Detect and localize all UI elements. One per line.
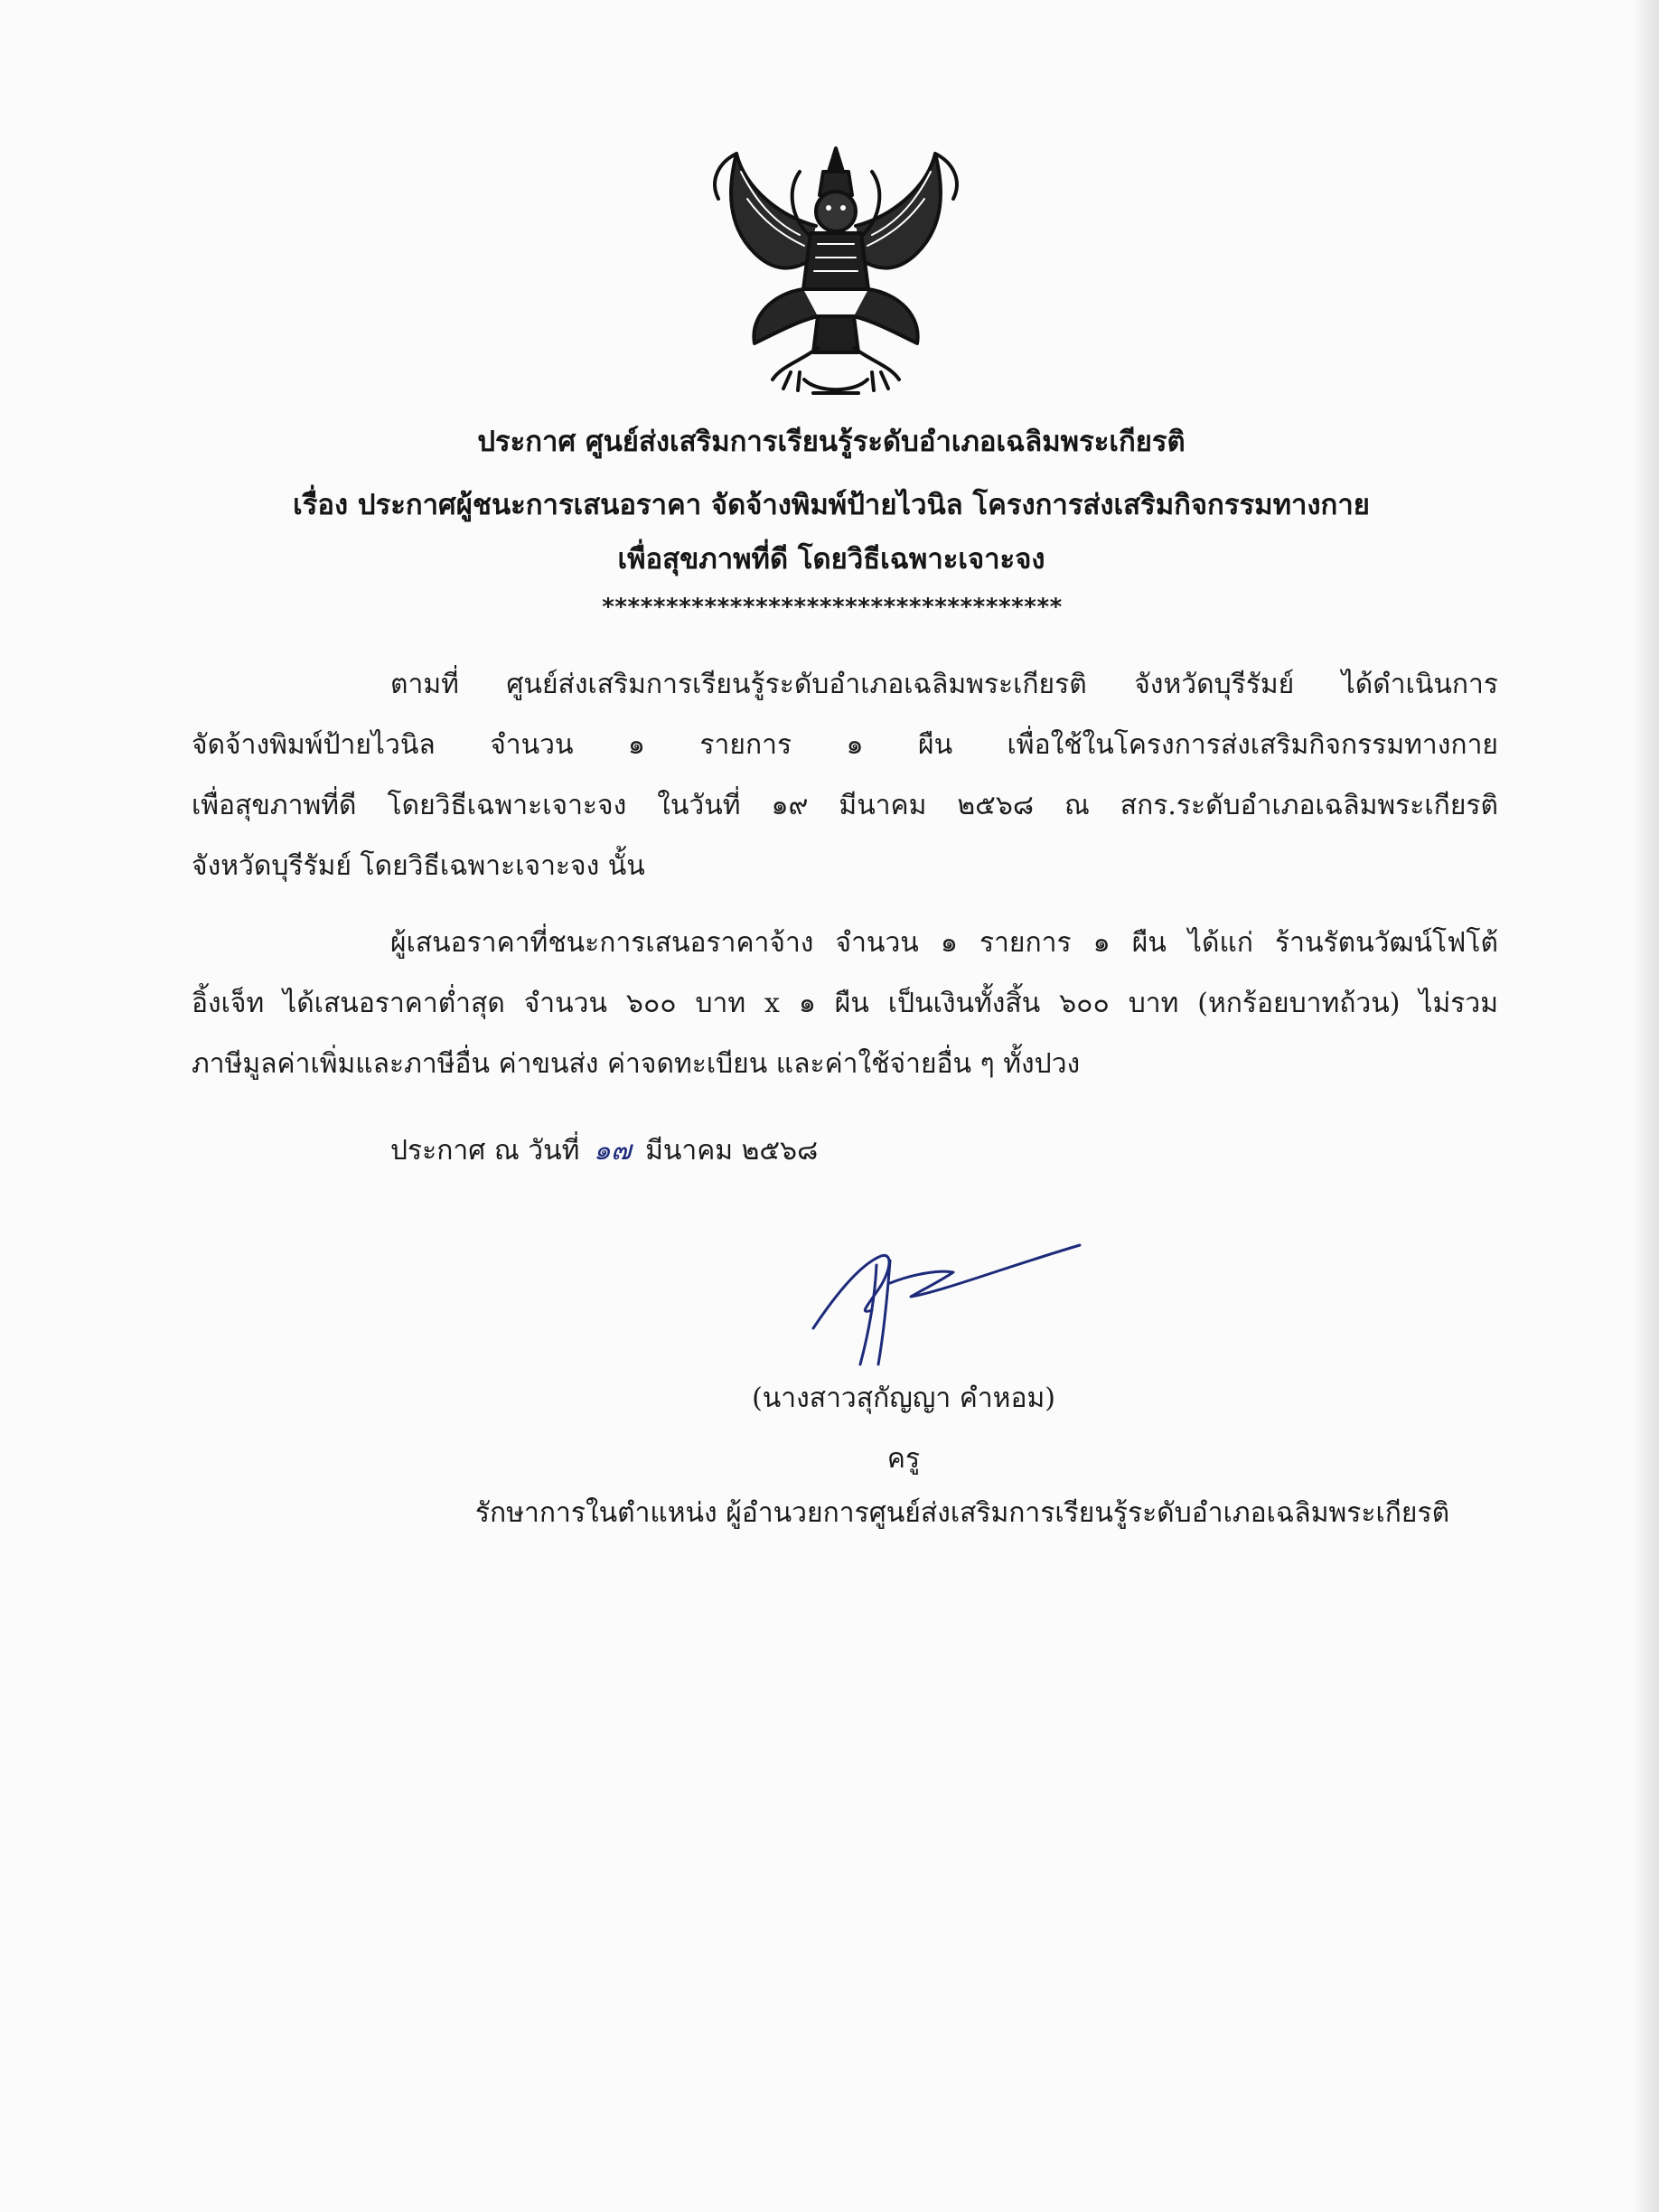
garuda-emblem-icon (700, 136, 971, 407)
paragraph-2 (192, 913, 1498, 1094)
announcement-subject: เรื่อง ประกาศผู้ชนะการเสนอราคา จัดจ้างพิมพ์ป้ายไวนิล โครงการส่งเสริมกิจกรรมทางกาย (293, 489, 1370, 521)
paragraph-2-line: ภาษีมูลค่าเพิ่มและภาษีอื่น ค่าขนส่ง ค่าจดทะเบียน และค่าใช้จ่ายอื่น ๆ ทั้งปวง (192, 1048, 1081, 1080)
announce-date (390, 1120, 818, 1181)
announce-date-suffix: มีนาคม ๒๕๖๘ (645, 1135, 819, 1167)
paragraph-1-line: จังหวัดบุรีรัมย์ โดยวิธีเฉพาะเจาะจง นั้น (192, 850, 645, 882)
paragraph-1-line: เพื่อสุขภาพที่ดี โดยวิธีเฉพาะเจาะจง ในวันที่ ๑๙ มีนาคม ๒๕๖๘ ณ สกร.ระดับอำเภอเฉลิมพระเกียรติ (192, 790, 1498, 821)
announcement-title: ประกาศ ศูนย์ส่งเสริมการเรียนรู้ระดับอำเภอเฉลิมพระเกียรติ (477, 426, 1186, 458)
paragraph-2-line: อิ้งเจ็ท ได้เสนอราคาต่ำสุด จำนวน ๖๐๐ บาท x ๑ ผืน เป็นเงินทั้งสิ้น ๖๐๐ บาท (หกร้อยบาทถ้วน) ไม่รวม (192, 988, 1498, 1019)
signatory-name: (นางสาวสุกัญญา คำหอม) (752, 1382, 1055, 1414)
announce-date-day: ๑๗ (593, 1135, 632, 1167)
announce-date-prefix: ประกาศ ณ วันที่ (390, 1135, 580, 1167)
separator: ************************************ (601, 594, 1062, 621)
handwritten-signature (804, 1229, 1093, 1373)
paragraph-1 (192, 654, 1498, 896)
paragraph-2-line: ผู้เสนอราคาที่ชนะการเสนอราคาจ้าง จำนวน ๑ รายการ ๑ ผืน ได้แก่ ร้านรัตนวัฒน์โฟโต้ (390, 927, 1498, 959)
announcement-subject-cont: เพื่อสุขภาพที่ดี โดยวิธีเฉพาะเจาะจง (617, 543, 1045, 576)
signatory-title: รักษาการในตำแหน่ง ผู้อำนวยการศูนย์ส่งเสริมการเรียนรู้ระดับอำเภอเฉลิมพระเกียรติ (474, 1497, 1450, 1529)
paragraph-1-line: ตามที่ ศูนย์ส่งเสริมการเรียนรู้ระดับอำเภอเฉลิมพระเกียรติ จังหวัดบุรีรัมย์ ได้ดำเนินการ (390, 669, 1498, 700)
signatory-role: ครู (886, 1443, 921, 1475)
paragraph-1-line: จัดจ้างพิมพ์ป้ายไวนิล จำนวน ๑ รายการ ๑ ผืน เพื่อใช้ในโครงการส่งเสริมกิจกรรมทางกาย (192, 729, 1498, 761)
